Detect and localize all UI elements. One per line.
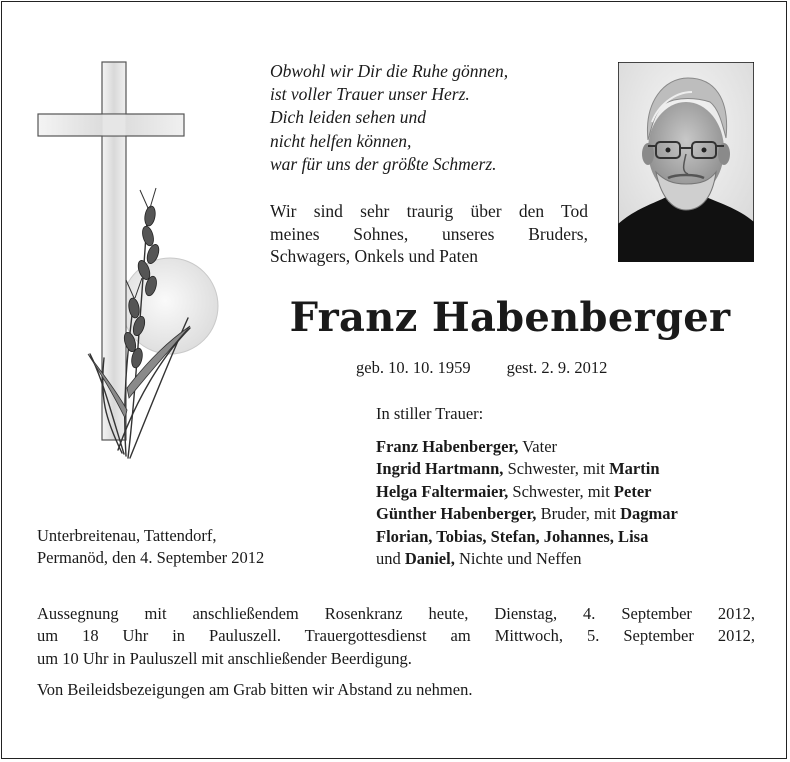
funeral-notice <box>37 603 755 670</box>
intro-line: Schwagers, Onkels und Paten <box>270 246 479 266</box>
mourner-line <box>376 436 678 458</box>
poem-line: Obwohl wir Dir die Ruhe gönnen, <box>270 61 509 81</box>
mourner-line <box>376 503 678 525</box>
death-date: gest. 2. 9. 2012 <box>506 358 608 377</box>
mourner-relation: Schwester, mit <box>503 459 610 479</box>
mourner-name: Florian, Tobias, Stefan, Johannes, Lisa <box>376 526 649 546</box>
condolence-note: Von Beileidsbezeigungen am Grab bitten wir Abstand zu nehmen. <box>37 680 473 699</box>
mourner-line <box>376 458 678 480</box>
mourner-relation: Schwester, mit <box>508 481 614 501</box>
poem-line: Dich leiden sehen und <box>270 107 426 128</box>
place-date <box>37 525 264 570</box>
mourner-line <box>376 548 678 570</box>
poem-line: ist voller Trauer unser Herz. <box>270 84 470 105</box>
place-line: Permanöd, den 4. September 2012 <box>37 548 265 568</box>
mourner-line <box>376 526 678 548</box>
notice-line: um 10 Uhr in Pauluszell mit anschließender Beerdigung. <box>37 648 412 668</box>
mourner-relation: Bruder, mit <box>536 504 621 524</box>
notice-line: Aussegnung mit anschließendem Rosenkranz heute, Dienstag, 4. September 2012, <box>37 604 755 623</box>
mourner-relation: und <box>376 549 405 569</box>
cross-wheat-illustration <box>30 58 230 468</box>
portrait-photo <box>618 62 754 262</box>
mourners-list <box>376 436 678 570</box>
mourners-heading: In stiller Trauer: <box>376 404 484 423</box>
mourner-name: Dagmar <box>620 504 678 524</box>
poem-line: war für uns der größte Schmerz. <box>270 153 497 174</box>
birth-date: geb. 10. 10. 1959 <box>356 358 471 377</box>
mourner-relation: Nichte und Neffen <box>454 549 582 569</box>
life-dates <box>356 358 607 378</box>
mourner-name: Helga Faltermaier, <box>376 481 509 501</box>
mourner-name: Franz Habenberger, <box>376 437 519 456</box>
intro-line: Wir sind sehr traurig über den Tod <box>270 201 588 221</box>
deceased-name: Franz Habenberger <box>289 294 731 341</box>
mourner-name: Günther Habenberger, <box>376 504 537 524</box>
mourner-line <box>376 481 678 503</box>
place-line: Unterbreitenau, Tattendorf, <box>37 526 217 545</box>
intro-text <box>270 200 588 268</box>
mourner-name: Daniel, <box>404 549 455 569</box>
mourner-name: Martin <box>609 459 660 479</box>
poem <box>270 60 600 176</box>
intro-line: meines Sohnes, unseres Bruders, <box>270 223 588 244</box>
mourner-name: Peter <box>613 481 652 501</box>
notice-line: um 18 Uhr in Pauluszell. Trauergottesdienst am Mittwoch, 5. September 2012, <box>37 626 755 646</box>
mourner-relation: Vater <box>518 437 558 456</box>
poem-line: nicht helfen können, <box>270 130 412 151</box>
mourner-name: Ingrid Hartmann, <box>376 459 504 479</box>
